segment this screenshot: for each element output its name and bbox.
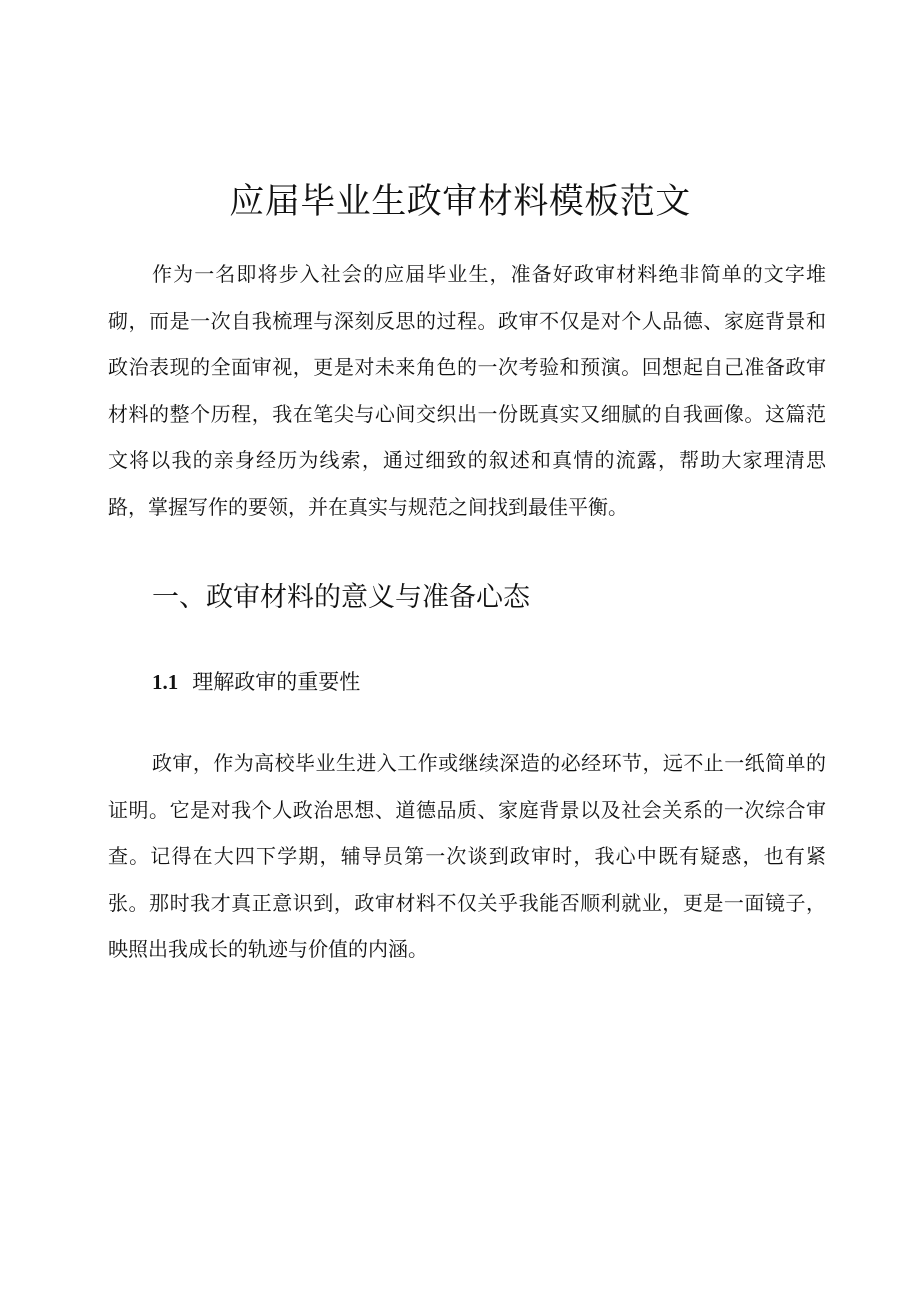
document-title: 应届毕业生政审材料模板范文 bbox=[229, 182, 691, 222]
section-heading-1: 一、政审材料的意义与准备心态 bbox=[152, 582, 530, 613]
subsection-heading-1-1 bbox=[152, 666, 360, 698]
subsection-1-1-paragraph: 政审，作为高校毕业生进入工作或继续深造的必经环节，远不止一纸简单的证明。它是对我个人政治思想、道德品质、家庭背景以及社会关系的一次综合审查。记得在大四下学期，辅导员第一次谈到政审时，我心中既有疑惑，也有紧张。那时我才真正意识到，政审材料不仅关乎我能否顺利就业，更是一面镜子，映照出我成长的轨迹与价值的内涵。 bbox=[108, 751, 826, 961]
subsection-title: 理解政审的重要性 bbox=[192, 670, 361, 694]
intro-paragraph: 作为一名即将步入社会的应届毕业生，准备好政审材料绝非简单的文字堆砌，而是一次自我梳理与深刻反思的过程。政审不仅是对个人品德、家庭背景和政治表现的全面审视，更是对未来角色的一次考验和预演。回想起自己准备政审材料的整个历程，我在笔尖与心间交织出一份既真实又细腻的自我画像。这篇范文将以我的亲身经历为线索，通过细致的叙述和真情的流露，帮助大家理清思路，掌握写作的要领，并在真实与规范之间找到最佳平衡。 bbox=[108, 262, 826, 519]
subsection-number: 1.1 bbox=[152, 670, 179, 694]
